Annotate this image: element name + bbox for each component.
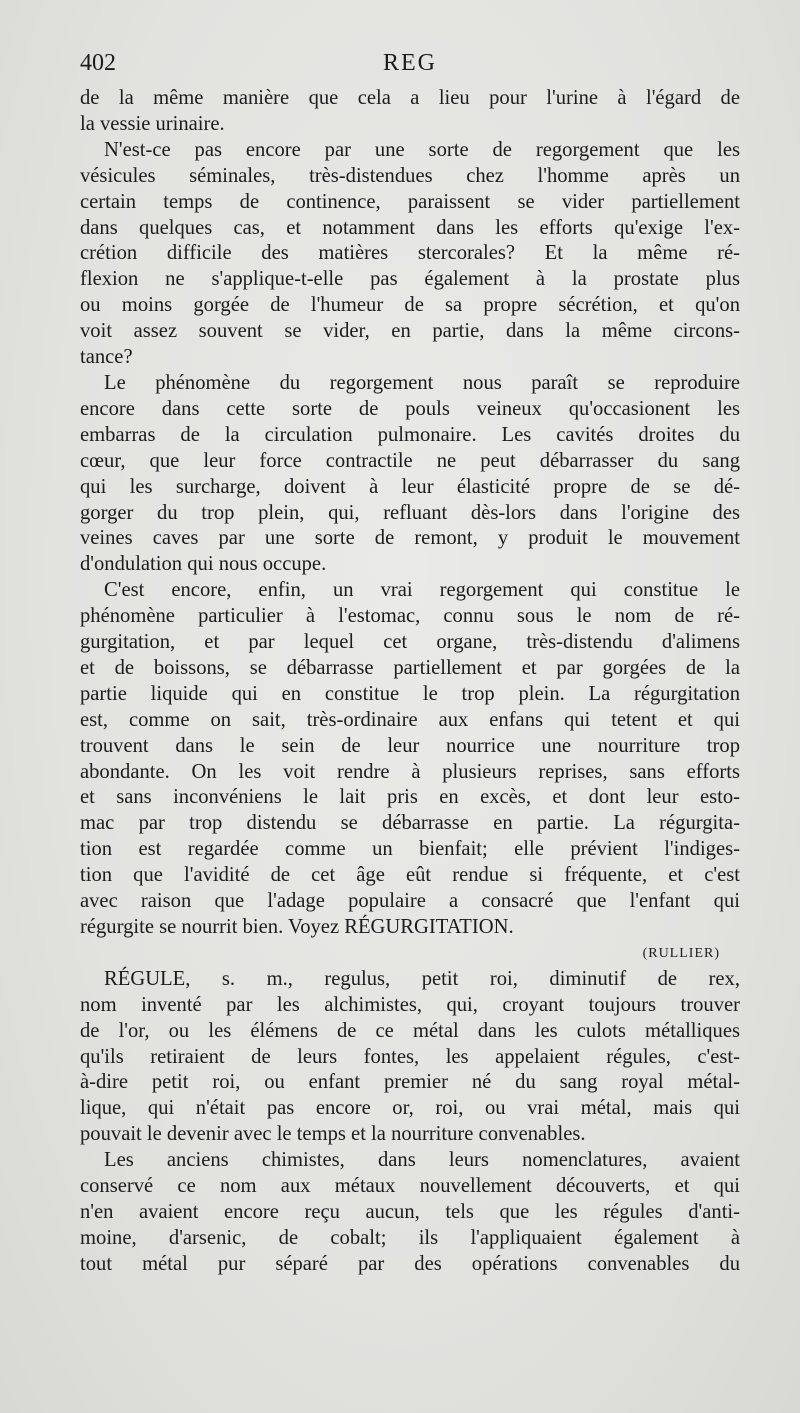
text-line: conservé ce nom aux métaux nouvellement découverts, et qui bbox=[80, 1175, 740, 1198]
author-signature: (RULLIER) bbox=[642, 945, 720, 961]
text-line: veines caves par une sorte de remont, y produit le mouvement bbox=[80, 527, 740, 550]
text-line: tion que l'avidité de cet âge eût rendue si fréquente, et c'est bbox=[80, 864, 740, 887]
page-number: 402 bbox=[80, 50, 116, 76]
text-line: voit assez souvent se vider, en partie, dans la même circons- bbox=[80, 320, 740, 343]
text-line: vésicules séminales, très-distendues chez l'homme après un bbox=[80, 164, 740, 187]
text-line: trouvent dans le sein de leur nourrice une nourriture trop bbox=[80, 734, 740, 757]
text-line: gorger du trop plein, qui, refluant dès-lors dans l'origine des bbox=[80, 501, 740, 524]
running-head: REG bbox=[383, 50, 437, 76]
text-line: embarras de la circulation pulmonaire. Les cavités droites du bbox=[80, 423, 740, 446]
text-line: Le phénomène du regorgement nous paraît se reproduire bbox=[104, 371, 740, 394]
text-line: la vessie urinaire. bbox=[80, 112, 225, 135]
text-line: qu'ils retiraient de leurs fontes, les appelaient régules, c'est- bbox=[80, 1045, 740, 1068]
text-line: avec raison que l'adage populaire a consacré que l'enfant qui bbox=[80, 890, 740, 913]
text-line: certain temps de continence, paraissent se vider partiellement bbox=[80, 190, 740, 213]
text-line: moine, d'arsenic, de cobalt; ils l'appliquaient également à bbox=[80, 1226, 740, 1249]
text-line: flexion ne s'applique-t-elle pas également à la prostate plus bbox=[80, 268, 740, 291]
body-text bbox=[80, 86, 740, 1278]
text-line: de l'or, ou les élémens de ce métal dans les culots métalliques bbox=[80, 1019, 740, 1042]
text-line: nom inventé par les alchimistes, qui, croyant toujours trouver bbox=[80, 993, 740, 1016]
text-line: et sans inconvéniens le lait pris en excès, et dont leur esto- bbox=[80, 786, 740, 809]
text-line: phénomène particulier à l'estomac, connu sous le nom de ré- bbox=[80, 605, 740, 628]
page-header bbox=[80, 50, 740, 86]
text-line: qui les surcharge, doivent à leur élasticité propre de se dé- bbox=[80, 475, 740, 498]
text-line: tance? bbox=[80, 346, 133, 369]
text-line: est, comme on sait, très-ordinaire aux enfans qui tetent et qui bbox=[80, 708, 740, 731]
text-line: cœur, que leur force contractile ne peut débarrasser du sang bbox=[80, 449, 740, 472]
entry-heading-line: RÉGULE, s. m., regulus, petit roi, diminutif de rex, bbox=[104, 967, 740, 990]
text-line: n'en avaient encore reçu aucun, tels que les régules d'anti- bbox=[80, 1200, 740, 1223]
text-line: et de boissons, se débarrasse partiellement et par gorgées de la bbox=[80, 656, 740, 679]
text-line: gurgitation, et par lequel cet organe, très-distendu d'alimens bbox=[80, 631, 740, 654]
text-line: ou moins gorgée de l'humeur de sa propre sécrétion, et qu'on bbox=[80, 294, 740, 317]
text-line: régurgite se nourrit bien. Voyez RÉGURGITATION. bbox=[80, 916, 514, 938]
text-line: d'ondulation qui nous occupe. bbox=[80, 553, 327, 576]
text-line: lique, qui n'était pas encore or, roi, ou vrai métal, mais qui bbox=[80, 1097, 740, 1120]
text-line: C'est encore, enfin, un vrai regorgement qui constitue le bbox=[104, 579, 740, 602]
text-line: encore dans cette sorte de pouls veineux qu'occasionent les bbox=[80, 397, 740, 420]
text-line: abondante. On les voit rendre à plusieurs reprises, sans efforts bbox=[80, 760, 740, 783]
text-line: mac par trop distendu se débarrasse en partie. La régurgita- bbox=[80, 812, 740, 835]
text-line: tout métal pur séparé par des opérations convenables du bbox=[80, 1252, 740, 1275]
text-line: partie liquide qui en constitue le trop plein. La régurgitation bbox=[80, 682, 740, 705]
text-line: de la même manière que cela a lieu pour l'urine à l'égard de bbox=[80, 87, 740, 109]
text-line: crétion difficile des matières stercorales? Et la même ré- bbox=[80, 242, 740, 265]
text-line: à-dire petit roi, ou enfant premier né du sang royal métal- bbox=[80, 1071, 740, 1094]
text-line: N'est-ce pas encore par une sorte de regorgement que les bbox=[104, 138, 740, 161]
text-line: Les anciens chimistes, dans leurs nomenclatures, avaient bbox=[104, 1149, 740, 1172]
text-line: pouvait le devenir avec le temps et la nourriture convenables. bbox=[80, 1123, 586, 1146]
text-line: dans quelques cas, et notamment dans les efforts qu'exige l'ex- bbox=[80, 216, 740, 239]
text-line: tion est regardée comme un bienfait; elle prévient l'indiges- bbox=[80, 838, 740, 861]
